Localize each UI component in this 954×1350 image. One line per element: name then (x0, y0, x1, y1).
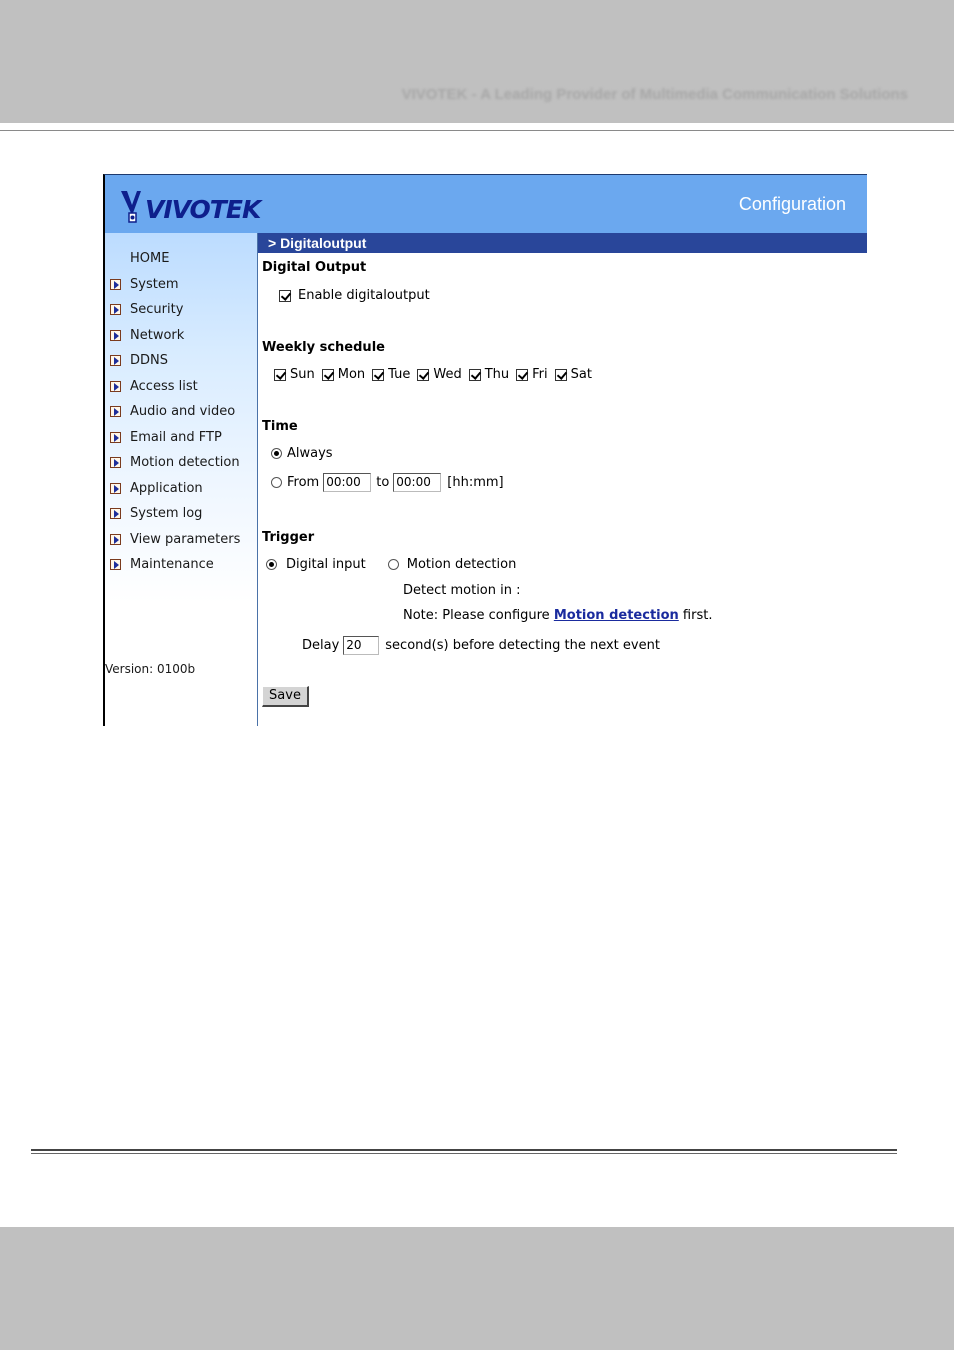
main-content (258, 233, 867, 726)
page-header (103, 174, 867, 233)
sidebar-item-label: Security (130, 301, 184, 317)
enable-digitaloutput-label: Enable digitaloutput (298, 288, 430, 303)
sidebar-item-label: Audio and video (130, 403, 236, 419)
day-checkbox[interactable] (555, 369, 567, 381)
day-label: Mon (337, 367, 366, 382)
vivotek-logo (119, 189, 260, 223)
motion-detection-link[interactable]: Motion detection (553, 608, 679, 623)
weekly-schedule-heading: Weekly schedule (262, 340, 385, 355)
always-label: Always (287, 446, 333, 461)
from-radio[interactable] (271, 477, 282, 488)
detect-motion-in: Detect motion in : (403, 583, 521, 598)
sidebar-item-label: System (130, 276, 179, 292)
motion-note (403, 608, 712, 623)
bottom-divider-thin (31, 1153, 897, 1154)
day-label: Sat (570, 367, 592, 382)
arrow-right-icon (110, 355, 121, 366)
arrow-right-icon (110, 483, 121, 494)
day-label: Sun (290, 367, 315, 382)
enable-digitaloutput-row (279, 288, 430, 303)
sidebar-item-label: System log (130, 505, 203, 521)
delay-suffix: second(s) before detecting the next event (385, 638, 660, 653)
sidebar-item-label: Access list (130, 378, 198, 394)
sidebar-nav (103, 233, 258, 726)
arrow-right-icon (110, 457, 121, 468)
sidebar-item-label: Motion detection (130, 454, 240, 470)
arrow-right-icon (110, 534, 121, 545)
arrow-right-icon (110, 381, 121, 392)
day-sun[interactable] (274, 367, 315, 382)
arrow-right-icon (110, 508, 121, 519)
day-fri[interactable] (516, 367, 548, 382)
sidebar-item-label: Email and FTP (130, 429, 222, 445)
day-sat[interactable] (555, 367, 592, 382)
digital-input-label: Digital input (286, 557, 366, 572)
time-heading: Time (262, 419, 298, 434)
always-radio[interactable] (271, 448, 282, 459)
arrow-right-icon (110, 559, 121, 570)
sidebar-item-label: Network (130, 327, 185, 343)
day-checkbox[interactable] (274, 369, 286, 381)
day-wed[interactable] (417, 367, 461, 382)
page-title: > Digitaloutput (258, 233, 867, 253)
arrow-right-icon (110, 304, 121, 315)
configuration-title: Configuration (738, 194, 846, 214)
motion-detection-radio[interactable] (388, 559, 399, 570)
time-always-row (271, 446, 333, 461)
page-bottom-band (0, 1227, 954, 1350)
note-prefix: Note: Please configure (403, 608, 554, 623)
logo-mark-icon (119, 189, 145, 223)
day-checkbox[interactable] (469, 369, 481, 381)
to-label: to (376, 475, 390, 490)
sidebar-item-label: DDNS (130, 352, 168, 368)
arrow-right-icon (110, 432, 121, 443)
sidebar-item-label: HOME (130, 250, 170, 266)
note-suffix: first. (678, 608, 713, 623)
digital-output-heading: Digital Output (262, 260, 367, 275)
to-time-input[interactable]: 00:00 (393, 473, 441, 492)
delay-input[interactable]: 20 (343, 636, 379, 655)
from-label: From (287, 475, 320, 490)
delay-row (302, 636, 660, 655)
day-tue[interactable] (372, 367, 410, 382)
day-label: Tue (388, 367, 411, 382)
trigger-options-row (266, 557, 516, 572)
logo-text: VIVOTEK (145, 195, 261, 224)
top-divider (0, 130, 954, 131)
day-checkbox[interactable] (516, 369, 528, 381)
digital-input-radio[interactable] (266, 559, 277, 570)
weekday-checkboxes (274, 367, 599, 382)
day-mon[interactable] (322, 367, 365, 382)
document-tagline: VIVOTEK - A Leading Provider of Multimedia Communication Solutions (401, 86, 908, 103)
enable-digitaloutput-checkbox[interactable] (279, 290, 291, 302)
sidebar-item-label: View parameters (130, 531, 241, 547)
sidebar-item-label: Maintenance (130, 556, 214, 572)
day-checkbox[interactable] (322, 369, 334, 381)
firmware-version: Version: 0100b (105, 662, 196, 676)
delay-label: Delay (302, 638, 340, 653)
bottom-divider (31, 1149, 897, 1151)
trigger-heading: Trigger (262, 530, 315, 545)
save-button[interactable]: Save (262, 686, 309, 707)
arrow-right-icon (110, 279, 121, 290)
sidebar-item-label: Application (130, 480, 203, 496)
day-label: Fri (532, 367, 548, 382)
time-format-hint: [hh:mm] (447, 475, 504, 490)
arrow-right-icon (110, 406, 121, 417)
day-label: Wed (433, 367, 462, 382)
time-range-row (271, 473, 504, 492)
day-label: Thu (484, 367, 510, 382)
arrow-right-icon (110, 330, 121, 341)
day-thu[interactable] (469, 367, 509, 382)
browser-screenshot (103, 174, 867, 726)
day-checkbox[interactable] (372, 369, 384, 381)
page-top-band (0, 0, 954, 123)
day-checkbox[interactable] (417, 369, 429, 381)
motion-detection-label: Motion detection (406, 557, 517, 572)
from-time-input[interactable]: 00:00 (323, 473, 371, 492)
